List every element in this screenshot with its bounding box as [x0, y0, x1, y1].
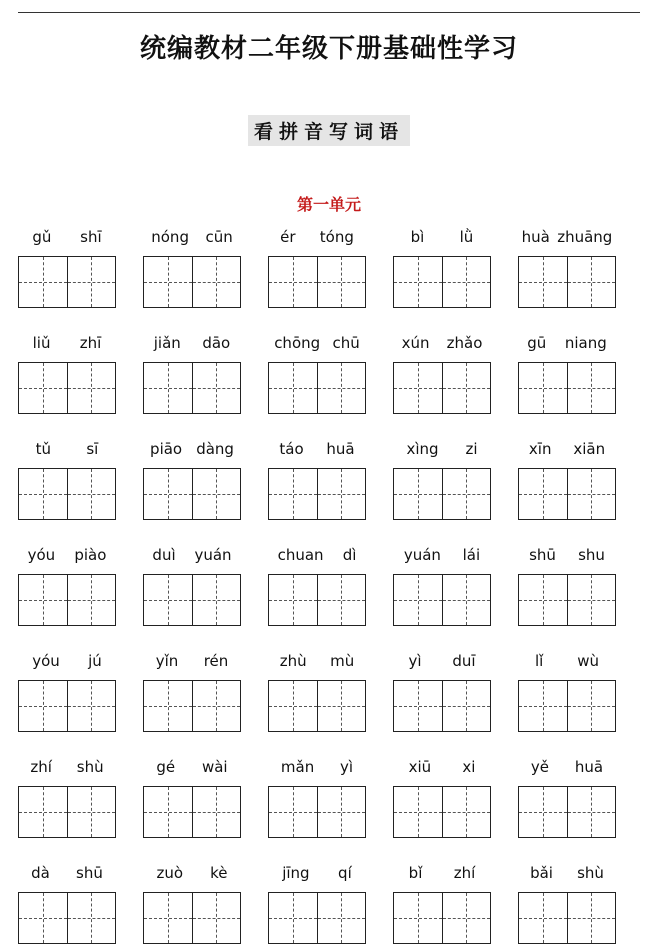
tianzige-cell[interactable] — [67, 257, 116, 307]
word-item — [268, 758, 366, 838]
writing-boxes — [143, 574, 241, 626]
tianzige-cell[interactable] — [317, 787, 366, 837]
pinyin-syllable: zhuāng — [557, 228, 613, 246]
pinyin-syllable: lǜ — [459, 228, 474, 246]
pinyin-row — [18, 758, 116, 786]
pinyin-syllable: gū — [527, 334, 547, 352]
tianzige-cell[interactable] — [67, 787, 116, 837]
pinyin-row — [268, 334, 366, 362]
pinyin-syllable: yì — [408, 652, 422, 670]
tianzige-cell[interactable] — [442, 681, 491, 731]
writing-boxes — [518, 892, 616, 944]
word-item — [143, 652, 241, 732]
tianzige-cell[interactable] — [317, 575, 366, 625]
pinyin-syllable: chōng — [274, 334, 321, 352]
pinyin-syllable: táo — [279, 440, 304, 458]
pinyin-row — [518, 864, 616, 892]
pinyin-syllable: piāo — [150, 440, 183, 458]
tianzige-cell[interactable] — [192, 893, 241, 943]
writing-boxes — [268, 574, 366, 626]
tianzige-cell[interactable] — [67, 575, 116, 625]
pinyin-syllable: rén — [203, 652, 229, 670]
tianzige-cell[interactable] — [67, 681, 116, 731]
word-item — [393, 334, 491, 414]
word-item — [518, 440, 616, 520]
pinyin-syllable: xún — [401, 334, 430, 352]
writing-boxes — [518, 574, 616, 626]
pinyin-syllable: liǔ — [32, 334, 51, 352]
word-item — [268, 652, 366, 732]
tianzige-cell[interactable] — [317, 469, 366, 519]
word-item — [393, 758, 491, 838]
pinyin-syllable: kè — [210, 864, 228, 882]
tianzige-cell[interactable] — [144, 787, 192, 837]
tianzige-cell[interactable] — [442, 469, 491, 519]
pinyin-syllable: dì — [342, 546, 357, 564]
word-item — [268, 440, 366, 520]
word-item — [268, 864, 366, 944]
tianzige-cell[interactable] — [192, 787, 241, 837]
pinyin-syllable: dà — [31, 864, 50, 882]
pinyin-row — [518, 334, 616, 362]
writing-boxes — [268, 468, 366, 520]
pinyin-syllable: wài — [201, 758, 228, 776]
word-item — [143, 334, 241, 414]
tianzige-cell[interactable] — [442, 257, 491, 307]
word-item — [518, 546, 616, 626]
pinyin-syllable: yuán — [194, 546, 232, 564]
word-item — [18, 440, 116, 520]
tianzige-cell[interactable] — [567, 469, 616, 519]
word-item — [18, 334, 116, 414]
pinyin-row — [268, 228, 366, 256]
tianzige-cell[interactable] — [269, 363, 317, 413]
pinyin-syllable: xiān — [573, 440, 606, 458]
pinyin-syllable: xìng — [406, 440, 439, 458]
word-item — [518, 758, 616, 838]
pinyin-row — [518, 440, 616, 468]
pinyin-syllable: gé — [156, 758, 176, 776]
pinyin-syllable: shū — [76, 864, 103, 882]
pinyin-syllable: yě — [530, 758, 550, 776]
pinyin-row — [143, 440, 241, 468]
pinyin-syllable: jiǎn — [153, 334, 181, 352]
pinyin-syllable: tóng — [319, 228, 354, 246]
pinyin-syllable: cūn — [205, 228, 233, 246]
tianzige-cell[interactable] — [269, 787, 317, 837]
page-title: 统编教材二年级下册基础性学习 — [139, 34, 518, 64]
tianzige-cell[interactable] — [317, 893, 366, 943]
tianzige-cell[interactable] — [192, 575, 241, 625]
pinyin-syllable: lǐ — [534, 652, 544, 670]
pinyin-syllable: mǎn — [280, 758, 315, 776]
tianzige-cell[interactable] — [394, 681, 442, 731]
tianzige-cell[interactable] — [19, 893, 67, 943]
tianzige-cell[interactable] — [144, 681, 192, 731]
pinyin-row — [268, 440, 366, 468]
pinyin-syllable: shù — [76, 758, 104, 776]
pinyin-syllable: zhí — [453, 864, 476, 882]
pinyin-row — [518, 546, 616, 574]
word-item — [143, 758, 241, 838]
word-item — [518, 864, 616, 944]
pinyin-row — [393, 228, 491, 256]
pinyin-syllable: gǔ — [32, 228, 52, 246]
word-item — [518, 334, 616, 414]
writing-boxes — [143, 256, 241, 308]
writing-boxes — [268, 362, 366, 414]
writing-boxes — [268, 680, 366, 732]
writing-boxes — [393, 892, 491, 944]
pinyin-syllable: zhī — [79, 334, 102, 352]
pinyin-syllable: duì — [152, 546, 176, 564]
subtitle-wrap — [0, 115, 658, 146]
tianzige-cell[interactable] — [19, 575, 67, 625]
pinyin-row — [393, 334, 491, 362]
pinyin-row — [518, 652, 616, 680]
pinyin-syllable: dāo — [202, 334, 231, 352]
pinyin-row — [268, 652, 366, 680]
pinyin-syllable: yǐn — [155, 652, 179, 670]
pinyin-syllable: chuan — [277, 546, 324, 564]
tianzige-cell[interactable] — [442, 363, 491, 413]
pinyin-row — [268, 758, 366, 786]
pinyin-syllable: nóng — [151, 228, 189, 246]
pinyin-syllable: jīng — [282, 864, 310, 882]
pinyin-row — [518, 758, 616, 786]
tianzige-cell[interactable] — [317, 257, 366, 307]
pinyin-syllable: huā — [326, 440, 355, 458]
pinyin-syllable: shu — [578, 546, 605, 564]
section-subtitle: 看拼音写词语 — [248, 115, 410, 146]
writing-boxes — [268, 256, 366, 308]
tianzige-cell[interactable] — [567, 893, 616, 943]
tianzige-cell[interactable] — [144, 257, 192, 307]
word-item — [18, 228, 116, 308]
word-item — [393, 440, 491, 520]
pinyin-row — [18, 546, 116, 574]
tianzige-cell[interactable] — [567, 363, 616, 413]
pinyin-row — [268, 546, 366, 574]
tianzige-cell[interactable] — [317, 681, 366, 731]
pinyin-syllable: shū — [529, 546, 556, 564]
writing-boxes — [143, 468, 241, 520]
pinyin-row — [18, 228, 116, 256]
tianzige-cell[interactable] — [519, 257, 567, 307]
pinyin-row — [143, 546, 241, 574]
tianzige-cell[interactable] — [192, 681, 241, 731]
tianzige-cell[interactable] — [519, 363, 567, 413]
pinyin-row — [18, 440, 116, 468]
writing-boxes — [518, 362, 616, 414]
tianzige-cell[interactable] — [269, 257, 317, 307]
pinyin-row — [268, 864, 366, 892]
writing-boxes — [518, 680, 616, 732]
word-item — [393, 228, 491, 308]
pinyin-row — [393, 758, 491, 786]
tianzige-cell[interactable] — [394, 893, 442, 943]
tianzige-cell[interactable] — [19, 469, 67, 519]
writing-boxes — [143, 786, 241, 838]
tianzige-cell[interactable] — [192, 469, 241, 519]
tianzige-cell[interactable] — [442, 575, 491, 625]
pinyin-syllable: zhù — [279, 652, 307, 670]
pinyin-row — [143, 758, 241, 786]
tianzige-cell[interactable] — [67, 363, 116, 413]
tianzige-cell[interactable] — [19, 363, 67, 413]
tianzige-cell[interactable] — [519, 787, 567, 837]
pinyin-syllable: niang — [564, 334, 607, 352]
word-item — [393, 652, 491, 732]
writing-boxes — [18, 362, 116, 414]
word-item — [393, 546, 491, 626]
word-item — [18, 652, 116, 732]
tianzige-cell[interactable] — [19, 787, 67, 837]
pinyin-syllable: mù — [330, 652, 355, 670]
unit-title: 第一单元 — [296, 195, 361, 214]
tianzige-cell[interactable] — [394, 469, 442, 519]
pinyin-row — [393, 652, 491, 680]
writing-boxes — [393, 256, 491, 308]
tianzige-cell[interactable] — [269, 469, 317, 519]
tianzige-cell[interactable] — [19, 681, 67, 731]
pinyin-row — [143, 228, 241, 256]
pinyin-syllable: qí — [338, 864, 352, 882]
tianzige-cell[interactable] — [67, 893, 116, 943]
pinyin-syllable: xiū — [408, 758, 432, 776]
tianzige-cell[interactable] — [269, 893, 317, 943]
writing-boxes — [18, 574, 116, 626]
tianzige-cell[interactable] — [144, 575, 192, 625]
pinyin-syllable: zhǎo — [446, 334, 483, 352]
pinyin-syllable: zhí — [30, 758, 52, 776]
writing-boxes — [518, 468, 616, 520]
pinyin-syllable: yuán — [403, 546, 441, 564]
word-item — [18, 864, 116, 944]
pinyin-syllable: tǔ — [35, 440, 52, 458]
word-item — [268, 546, 366, 626]
pinyin-row — [18, 652, 116, 680]
word-item — [268, 228, 366, 308]
writing-boxes — [18, 680, 116, 732]
tianzige-cell[interactable] — [442, 893, 491, 943]
tianzige-cell[interactable] — [144, 893, 192, 943]
tianzige-cell[interactable] — [442, 787, 491, 837]
tianzige-cell[interactable] — [67, 469, 116, 519]
pinyin-syllable: zi — [465, 440, 478, 458]
pinyin-row — [18, 334, 116, 362]
pinyin-syllable: zuò — [156, 864, 184, 882]
tianzige-cell[interactable] — [519, 681, 567, 731]
tianzige-cell[interactable] — [19, 257, 67, 307]
top-rule — [18, 12, 640, 13]
pinyin-syllable: shī — [80, 228, 102, 246]
tianzige-cell[interactable] — [192, 257, 241, 307]
writing-boxes — [393, 468, 491, 520]
pinyin-syllable: chū — [332, 334, 360, 352]
tianzige-cell[interactable] — [269, 575, 317, 625]
word-item — [143, 864, 241, 944]
pinyin-syllable: yì — [340, 758, 354, 776]
writing-boxes — [18, 468, 116, 520]
writing-boxes — [393, 574, 491, 626]
writing-boxes — [518, 256, 616, 308]
pinyin-syllable: bǎi — [530, 864, 553, 882]
pinyin-syllable: xi — [462, 758, 476, 776]
pinyin-syllable: xīn — [528, 440, 552, 458]
pinyin-syllable: bì — [410, 228, 425, 246]
pinyin-syllable: piào — [74, 546, 107, 564]
pinyin-row — [393, 546, 491, 574]
pinyin-row — [143, 652, 241, 680]
tianzige-cell[interactable] — [519, 469, 567, 519]
tianzige-cell[interactable] — [567, 257, 616, 307]
pinyin-syllable: yóu — [27, 546, 56, 564]
word-item — [18, 546, 116, 626]
tianzige-cell[interactable] — [394, 257, 442, 307]
writing-boxes — [268, 892, 366, 944]
pinyin-syllable: shù — [577, 864, 604, 882]
pinyin-row — [518, 228, 616, 256]
tianzige-cell[interactable] — [519, 893, 567, 943]
word-item — [143, 546, 241, 626]
writing-boxes — [518, 786, 616, 838]
tianzige-cell[interactable] — [269, 681, 317, 731]
pinyin-syllable: yóu — [32, 652, 60, 670]
word-item — [518, 652, 616, 732]
pinyin-syllable: lái — [462, 546, 481, 564]
tianzige-cell[interactable] — [567, 681, 616, 731]
tianzige-cell[interactable] — [394, 363, 442, 413]
writing-boxes — [143, 892, 241, 944]
writing-boxes — [393, 362, 491, 414]
writing-boxes — [393, 680, 491, 732]
tianzige-cell[interactable] — [519, 575, 567, 625]
tianzige-cell[interactable] — [394, 575, 442, 625]
word-item — [143, 440, 241, 520]
writing-boxes — [18, 786, 116, 838]
writing-boxes — [18, 892, 116, 944]
word-item — [393, 864, 491, 944]
writing-boxes — [393, 786, 491, 838]
pinyin-row — [143, 334, 241, 362]
tianzige-cell[interactable] — [192, 363, 241, 413]
pinyin-syllable: bǐ — [408, 864, 423, 882]
word-item — [268, 334, 366, 414]
tianzige-cell[interactable] — [567, 787, 616, 837]
pinyin-syllable: ér — [280, 228, 296, 246]
pinyin-syllable: wù — [577, 652, 600, 670]
word-item — [143, 228, 241, 308]
writing-boxes — [143, 362, 241, 414]
pinyin-syllable: dàng — [196, 440, 234, 458]
tianzige-cell[interactable] — [394, 787, 442, 837]
word-item — [518, 228, 616, 308]
writing-boxes — [143, 680, 241, 732]
pinyin-syllable: huā — [574, 758, 604, 776]
pinyin-syllable: jú — [88, 652, 102, 670]
tianzige-cell[interactable] — [317, 363, 366, 413]
pinyin-syllable: duī — [452, 652, 476, 670]
pinyin-row — [393, 440, 491, 468]
tianzige-cell[interactable] — [144, 469, 192, 519]
pinyin-row — [393, 864, 491, 892]
word-grid — [18, 228, 643, 944]
tianzige-cell[interactable] — [567, 575, 616, 625]
tianzige-cell[interactable] — [144, 363, 192, 413]
pinyin-row — [18, 864, 116, 892]
word-item — [18, 758, 116, 838]
writing-boxes — [18, 256, 116, 308]
writing-boxes — [268, 786, 366, 838]
pinyin-syllable: huà — [521, 228, 550, 246]
pinyin-row — [143, 864, 241, 892]
pinyin-syllable: sī — [86, 440, 99, 458]
